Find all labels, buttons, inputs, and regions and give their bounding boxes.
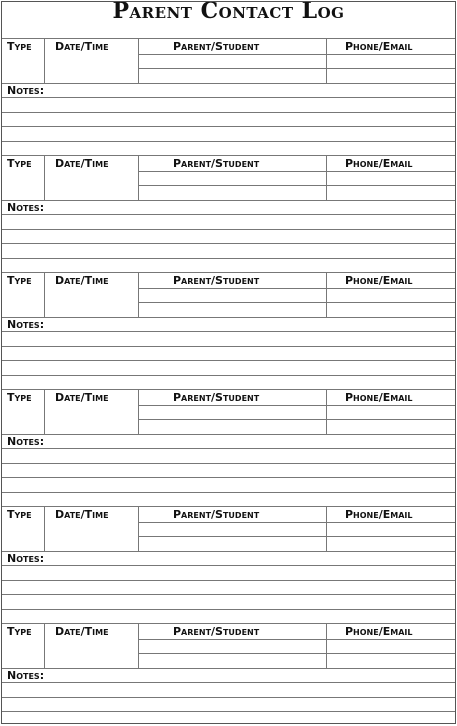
datetime-field[interactable]: [45, 54, 137, 82]
student-field[interactable]: [139, 537, 325, 550]
datetime-field[interactable]: [45, 405, 137, 433]
column-header-datetime: Date/Time: [55, 625, 109, 638]
rule-line: [2, 434, 455, 435]
notes-field[interactable]: [3, 215, 455, 271]
log-entry: [2, 389, 455, 506]
parent-field[interactable]: [139, 55, 325, 68]
notes-label: Notes:: [7, 201, 45, 214]
page-title: Parent Contact Log: [112, 1, 345, 24]
datetime-field[interactable]: [45, 522, 137, 550]
type-field[interactable]: [3, 288, 43, 316]
student-field[interactable]: [139, 303, 325, 316]
rule-line: [2, 200, 455, 201]
parent-field[interactable]: [139, 172, 325, 185]
column-header-type: Type: [7, 157, 32, 170]
notes-label: Notes:: [7, 552, 45, 565]
column-header-parent-student: Parent/Student: [173, 157, 260, 170]
column-header-type: Type: [7, 391, 32, 404]
rule-line: [2, 38, 455, 39]
log-entry: [2, 623, 455, 724]
rule-line: [2, 317, 455, 318]
column-header-phone-email: Phone/Email: [345, 157, 413, 170]
phone-field[interactable]: [327, 172, 455, 185]
rule-line: [2, 272, 455, 273]
rule-line: [2, 83, 455, 84]
datetime-field[interactable]: [45, 171, 137, 199]
parent-field[interactable]: [139, 289, 325, 302]
column-header-type: Type: [7, 40, 32, 53]
rule-line: [2, 155, 455, 156]
notes-label: Notes:: [7, 435, 45, 448]
notes-label: Notes:: [7, 84, 45, 97]
log-entry: [2, 506, 455, 623]
column-header-datetime: Date/Time: [55, 157, 109, 170]
datetime-field[interactable]: [45, 288, 137, 316]
notes-label: Notes:: [7, 318, 45, 331]
column-header-datetime: Date/Time: [55, 274, 109, 287]
log-entry: [2, 155, 455, 272]
log-entry: [2, 38, 455, 155]
phone-field[interactable]: [327, 640, 455, 653]
notes-field[interactable]: [3, 683, 455, 724]
column-header-parent-student: Parent/Student: [173, 274, 260, 287]
rule-line: [2, 623, 455, 624]
email-field[interactable]: [327, 420, 455, 433]
email-field[interactable]: [327, 69, 455, 82]
type-field[interactable]: [3, 639, 43, 667]
column-header-parent-student: Parent/Student: [173, 625, 260, 638]
datetime-field[interactable]: [45, 639, 137, 667]
student-field[interactable]: [139, 420, 325, 433]
log-entry: [2, 272, 455, 389]
rule-line: [2, 389, 455, 390]
column-header-datetime: Date/Time: [55, 508, 109, 521]
notes-field[interactable]: [3, 332, 455, 388]
email-field[interactable]: [327, 537, 455, 550]
email-field[interactable]: [327, 186, 455, 199]
rule-line: [2, 668, 455, 669]
column-header-datetime: Date/Time: [55, 391, 109, 404]
parent-field[interactable]: [139, 640, 325, 653]
parent-field[interactable]: [139, 406, 325, 419]
phone-field[interactable]: [327, 55, 455, 68]
column-header-phone-email: Phone/Email: [345, 40, 413, 53]
column-header-type: Type: [7, 508, 32, 521]
student-field[interactable]: [139, 69, 325, 82]
column-header-type: Type: [7, 274, 32, 287]
column-header-type: Type: [7, 625, 32, 638]
notes-label: Notes:: [7, 669, 45, 682]
column-header-phone-email: Phone/Email: [345, 274, 413, 287]
column-header-phone-email: Phone/Email: [345, 625, 413, 638]
type-field[interactable]: [3, 522, 43, 550]
type-field[interactable]: [3, 405, 43, 433]
email-field[interactable]: [327, 654, 455, 667]
phone-field[interactable]: [327, 406, 455, 419]
column-header-phone-email: Phone/Email: [345, 391, 413, 404]
column-header-phone-email: Phone/Email: [345, 508, 413, 521]
rule-line: [2, 551, 455, 552]
column-header-parent-student: Parent/Student: [173, 40, 260, 53]
notes-field[interactable]: [3, 98, 455, 154]
type-field[interactable]: [3, 54, 43, 82]
column-header-parent-student: Parent/Student: [173, 391, 260, 404]
notes-field[interactable]: [3, 449, 455, 505]
phone-field[interactable]: [327, 523, 455, 536]
rule-line: [2, 506, 455, 507]
parent-field[interactable]: [139, 523, 325, 536]
notes-field[interactable]: [3, 566, 455, 622]
student-field[interactable]: [139, 186, 325, 199]
column-header-datetime: Date/Time: [55, 40, 109, 53]
column-header-parent-student: Parent/Student: [173, 508, 260, 521]
type-field[interactable]: [3, 171, 43, 199]
student-field[interactable]: [139, 654, 325, 667]
email-field[interactable]: [327, 303, 455, 316]
contact-log-page: [1, 1, 456, 724]
phone-field[interactable]: [327, 289, 455, 302]
